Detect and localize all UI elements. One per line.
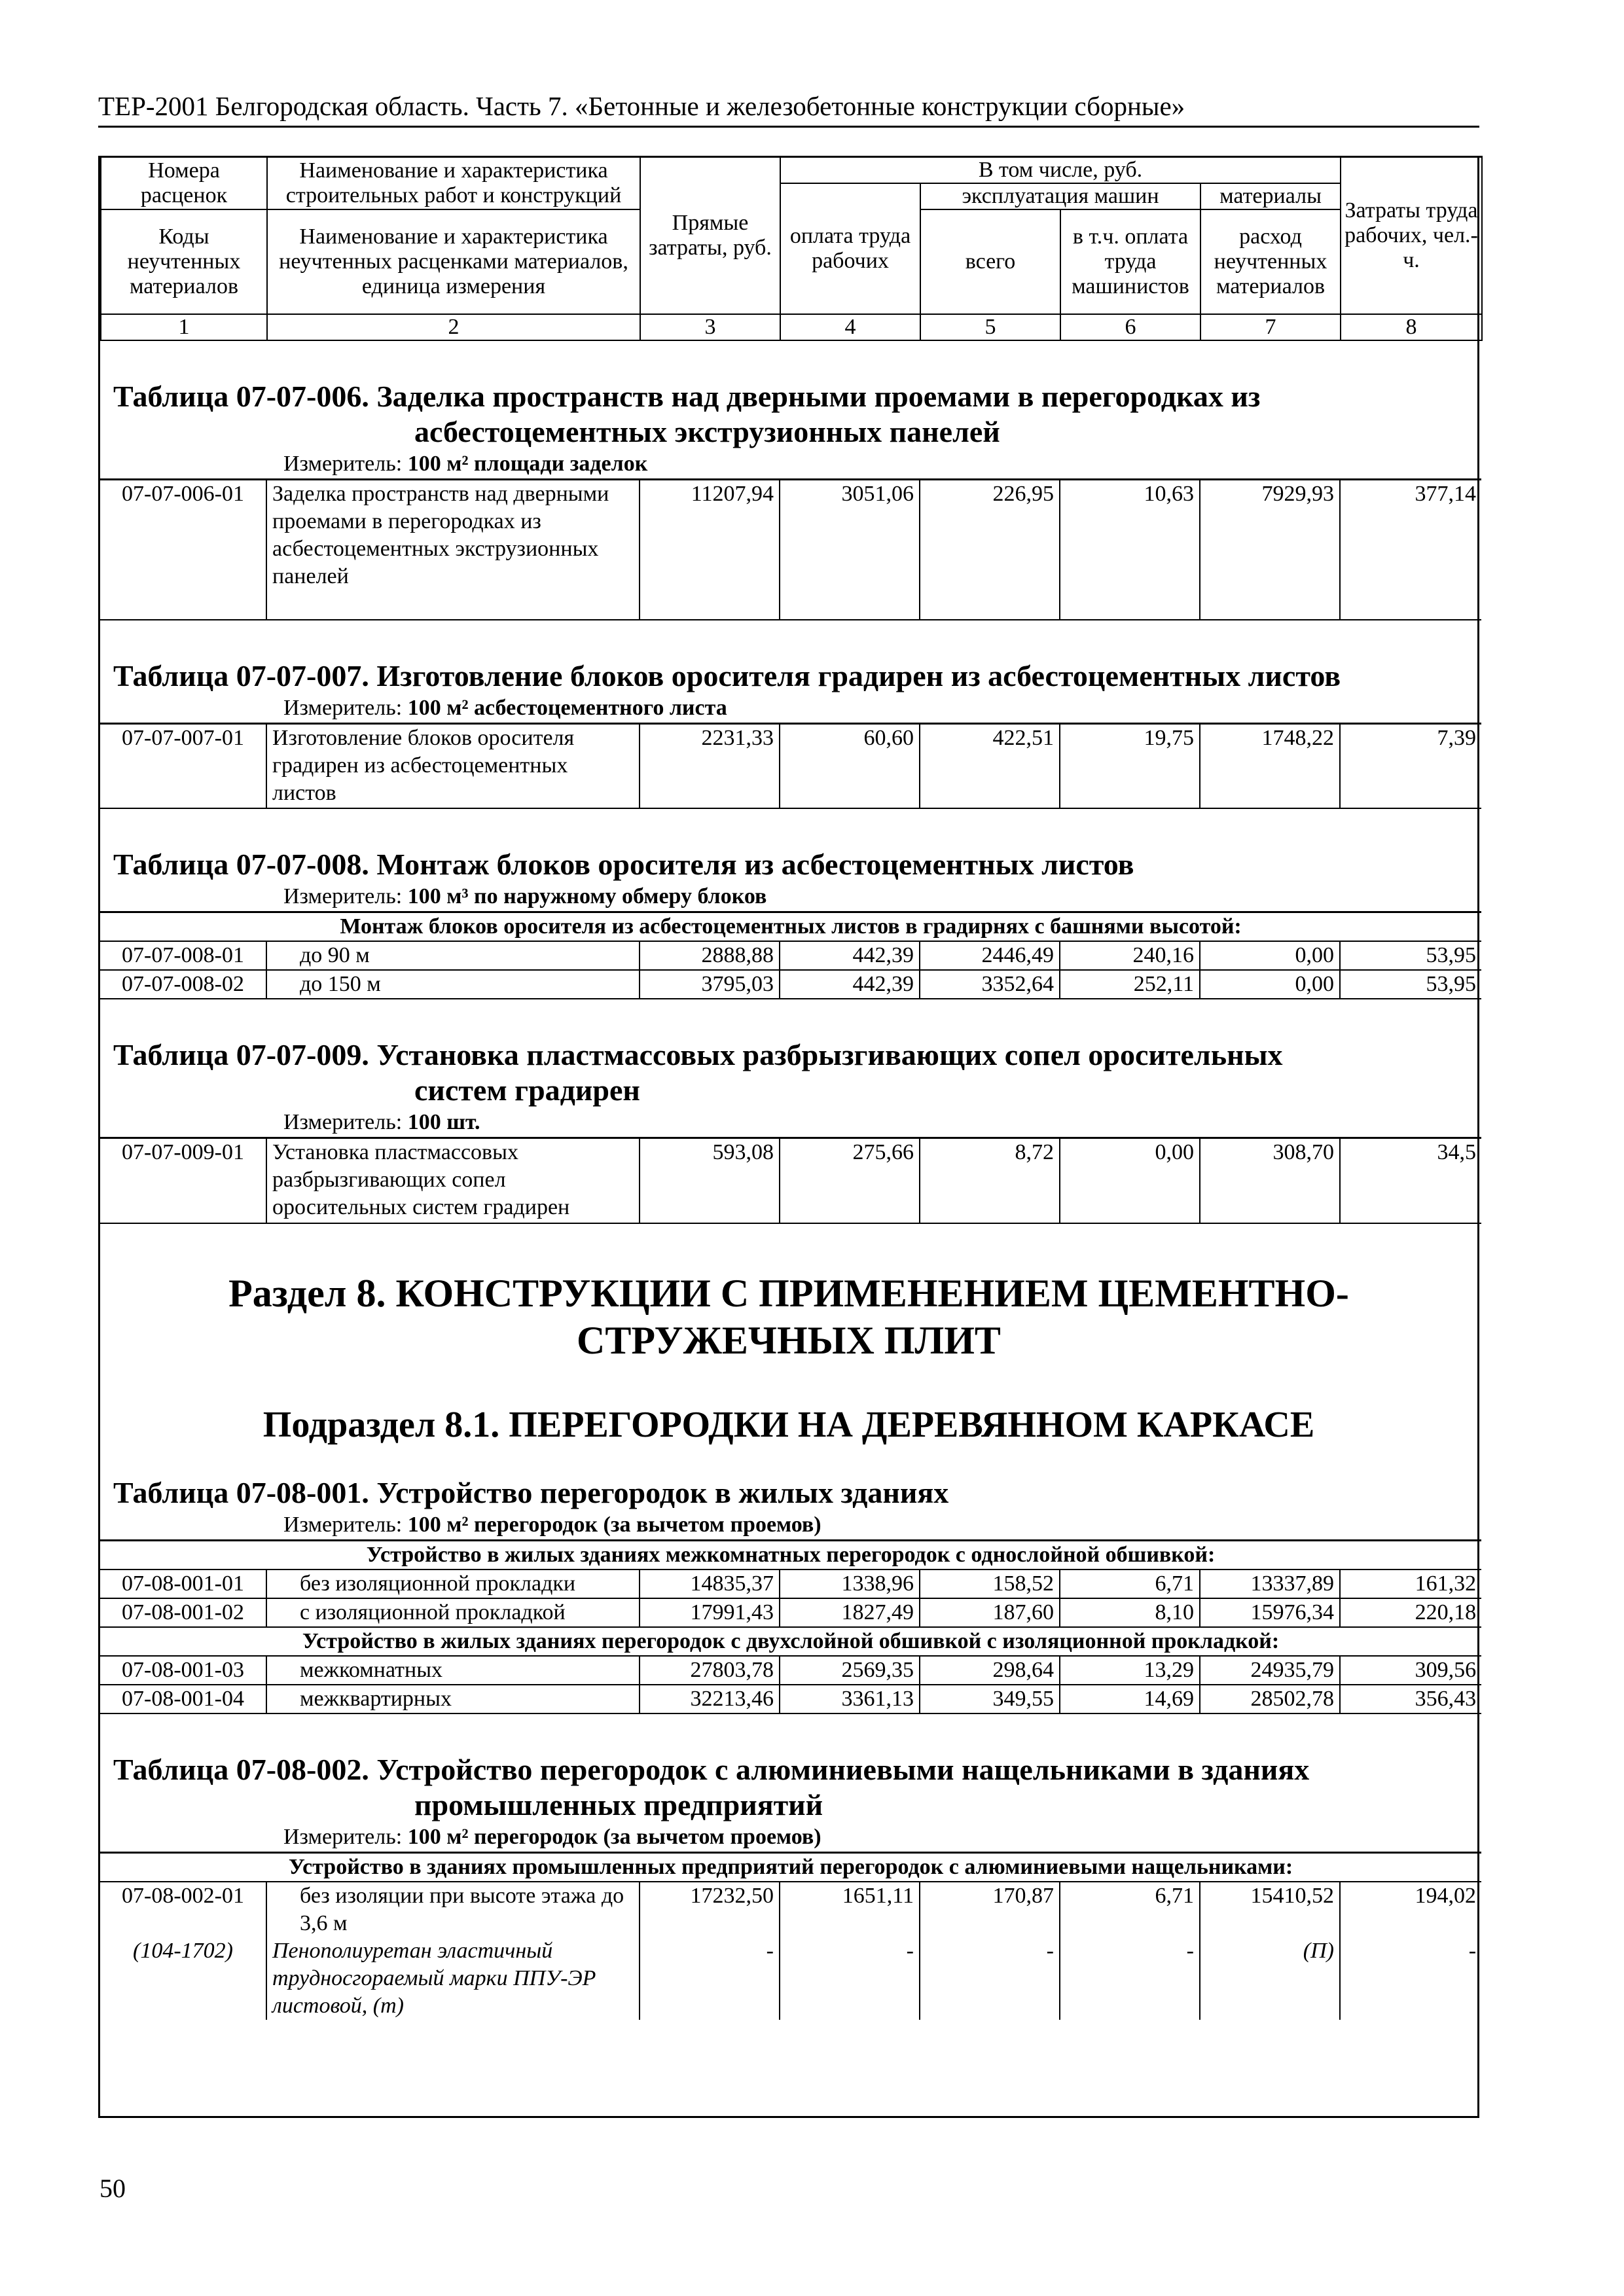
- rate-name: межквартирных: [266, 1685, 640, 1713]
- table-title-07-07-007: Таблица 07-07-007. Изготовление блоков оросителя градирен из асбестоцементных листов: [113, 658, 1341, 692]
- materials: 28502,78: [1200, 1685, 1340, 1713]
- rates-table-07-07-009: [100, 1137, 1481, 1224]
- rate-name: до 90 м: [266, 941, 640, 970]
- rates-table-07-07-007: [100, 723, 1481, 810]
- table-row: [100, 723, 1481, 808]
- machines-total: 349,55: [920, 1685, 1060, 1713]
- header-machinist-pay: в т.ч. оплата труда машинистов: [1060, 209, 1200, 314]
- page-header: ТЕР-2001 Белгородская область. Часть 7. «Бетонные и железобетонные конструкции сборные»: [98, 86, 1479, 128]
- col-num: 1: [101, 314, 267, 340]
- worker-pay: 442,39: [780, 970, 920, 999]
- column-numbers-row: [101, 314, 1482, 340]
- machines-total: 226,95: [920, 480, 1060, 620]
- worker-pay: 3051,06: [780, 480, 920, 620]
- labor-hours: 34,5: [1340, 1138, 1481, 1223]
- rate-code: 07-07-009-01: [100, 1138, 266, 1223]
- header-worker-pay: оплата труда рабочих: [780, 183, 920, 314]
- machines-total: 3352,64: [920, 970, 1060, 999]
- direct-costs: 11207,94: [640, 480, 780, 620]
- header-including: В том числе, руб.: [780, 157, 1341, 184]
- material-row: [100, 1937, 1481, 2020]
- machinist-pay: 8,10: [1060, 1598, 1200, 1627]
- measure-07-07-009: Измеритель: 100 шт.: [283, 1110, 480, 1134]
- table-row: [100, 1656, 1481, 1685]
- materials: 24935,79: [1200, 1656, 1340, 1685]
- table-title-07-08-002: Таблица 07-08-002. Устройство перегородок с алюминиевыми нащельниками в зданиях промышленных предприятий: [113, 1752, 1310, 1821]
- labor-hours: 53,95: [1340, 941, 1481, 970]
- rate-code: 07-07-008-01: [100, 941, 266, 970]
- group-subheader: Монтаж блоков оросителя из асбестоцементных листов в градирнях с башнями высотой:: [100, 912, 1481, 942]
- column-header-table: [100, 156, 1483, 341]
- header-direct-costs: Прямые затраты, руб.: [640, 157, 780, 315]
- rate-name: без изоляционной прокладки: [266, 1570, 640, 1598]
- measure-07-07-008: Измеритель: 100 м³ по наружному обмеру блоков: [283, 884, 767, 908]
- machinist-pay: 6,71: [1060, 1570, 1200, 1598]
- materials: 13337,89: [1200, 1570, 1340, 1598]
- machines-total: 187,60: [920, 1598, 1060, 1627]
- table-row: [100, 970, 1481, 999]
- materials: 0,00: [1200, 941, 1340, 970]
- table-row: [100, 1598, 1481, 1627]
- header-rate-numbers: Номера расценок: [101, 157, 267, 210]
- table-title-07-08-001: Таблица 07-08-001. Устройство перегородок в жилых зданиях: [113, 1475, 949, 1509]
- header-machines: эксплуатация машин: [920, 183, 1200, 209]
- rates-table-07-08-002: [100, 1852, 1481, 2020]
- rate-name: Заделка пространств над дверными проемами в перегородках из асбестоцементных экструзионных панелей: [266, 480, 640, 620]
- table-subheader: [100, 912, 1481, 942]
- rate-code: 07-07-008-02: [100, 970, 266, 999]
- measure-07-08-002: Измеритель: 100 м² перегородок (за вычетом проемов): [283, 1824, 821, 1849]
- machinist-pay: 240,16: [1060, 941, 1200, 970]
- table-title-07-07-006: Таблица 07-07-006. Заделка пространств над дверными проемами в перегородках из асбестоцементных экструзионных панелей: [113, 380, 1261, 448]
- machinist-pay: 252,11: [1060, 970, 1200, 999]
- direct-costs: 2231,33: [640, 723, 780, 808]
- materials: 15976,34: [1200, 1598, 1340, 1627]
- rate-code: 07-07-007-01: [100, 723, 266, 808]
- machinist-pay: -: [1060, 1937, 1200, 2020]
- col-num: 6: [1060, 314, 1200, 340]
- direct-costs: 3795,03: [640, 970, 780, 999]
- subsection-heading: Подраздел 8.1. ПЕРЕГОРОДКИ НА ДЕРЕВЯННОМ КАРКАСЕ: [262, 1404, 1315, 1445]
- group-subheader: Устройство в жилых зданиях межкомнатных перегородок с однослойной обшивкой:: [100, 1540, 1481, 1570]
- materials: 0,00: [1200, 970, 1340, 999]
- rate-code: 07-08-001-03: [100, 1656, 266, 1685]
- table-subheader: [100, 1852, 1481, 1882]
- table-title-07-07-009: Таблица 07-07-009. Установка пластмассовых разбрызгивающих сопел оросительных систем градирен: [113, 1038, 1283, 1107]
- measure-07-07-007: Измеритель: 100 м² асбестоцементного листа: [283, 695, 727, 720]
- header-material-consumption: расход неучтенных материалов: [1200, 209, 1341, 314]
- machines-total: 170,87: [920, 1882, 1060, 1937]
- rate-name: Установка пластмассовых разбрызгивающих сопел оросительных систем градирен: [266, 1138, 640, 1223]
- machines-total: 298,64: [920, 1656, 1060, 1685]
- machines-total: 8,72: [920, 1138, 1060, 1223]
- materials: 1748,22: [1200, 723, 1340, 808]
- table-row: [100, 1138, 1481, 1223]
- machinist-pay: 13,29: [1060, 1656, 1200, 1685]
- rate-code: 07-08-001-02: [100, 1598, 266, 1627]
- rate-name: без изоляции при высоте этажа до 3,6 м: [266, 1882, 640, 1937]
- labor-hours: 7,39: [1340, 723, 1481, 808]
- material-code: (104-1702): [100, 1937, 266, 2020]
- machines-total: 158,52: [920, 1570, 1060, 1598]
- table-row: [100, 941, 1481, 970]
- materials: 15410,52: [1200, 1882, 1340, 1937]
- page-number: 50: [99, 2174, 126, 2203]
- table-subheader: [100, 1540, 1481, 1570]
- header-machines-total: всего: [920, 209, 1060, 314]
- worker-pay: 442,39: [780, 941, 920, 970]
- materials: 7929,93: [1200, 480, 1340, 620]
- direct-costs: 593,08: [640, 1138, 780, 1223]
- labor-hours: 356,43: [1340, 1685, 1481, 1713]
- col-num: 7: [1200, 314, 1341, 340]
- header-material-names: Наименование и характеристика неучтенных расценками материалов, единица измерения: [267, 209, 640, 314]
- group-subheader: Устройство в зданиях промышленных предприятий перегородок с алюминиевыми нащельниками:: [100, 1852, 1481, 1882]
- table-title-07-07-008: Таблица 07-07-008. Монтаж блоков оросителя из асбестоцементных листов: [113, 848, 1134, 881]
- rate-name: до 150 м: [266, 970, 640, 999]
- labor-hours: 161,32: [1340, 1570, 1481, 1598]
- direct-costs: -: [640, 1937, 780, 2020]
- col-num: 3: [640, 314, 780, 340]
- rate-name: межкомнатных: [266, 1656, 640, 1685]
- labor-hours: 220,18: [1340, 1598, 1481, 1627]
- header-material-codes: Коды неучтенных материалов: [101, 209, 267, 314]
- measure-07-07-006: Измеритель: 100 м² площади заделок: [283, 452, 648, 476]
- col-num: 5: [920, 314, 1060, 340]
- direct-costs: 14835,37: [640, 1570, 780, 1598]
- machinist-pay: 10,63: [1060, 480, 1200, 620]
- table-row: [100, 480, 1481, 620]
- header-work-name: Наименование и характеристика строительных работ и конструкций: [267, 157, 640, 210]
- group-subheader: Устройство в жилых зданиях перегородок с двухслойной обшивкой с изоляционной прокладкой:: [100, 1627, 1481, 1656]
- rate-code: 07-08-002-01: [100, 1882, 266, 1937]
- col-num: 8: [1341, 314, 1482, 340]
- worker-pay: -: [780, 1937, 920, 2020]
- rate-code: 07-08-001-01: [100, 1570, 266, 1598]
- col-num: 4: [780, 314, 920, 340]
- direct-costs: 27803,78: [640, 1656, 780, 1685]
- machinist-pay: 14,69: [1060, 1685, 1200, 1713]
- worker-pay: 3361,13: [780, 1685, 920, 1713]
- table-subheader: [100, 1627, 1481, 1656]
- section-heading: Раздел 8. КОНСТРУКЦИИ С ПРИМЕНЕНИЕМ ЦЕМЕНТНО- СТРУЖЕЧНЫХ ПЛИТ: [228, 1271, 1349, 1362]
- rates-table-07-08-001: [100, 1539, 1481, 1714]
- measure-07-08-001: Измеритель: 100 м² перегородок (за вычетом проемов): [283, 1512, 821, 1537]
- labor-hours: 309,56: [1340, 1656, 1481, 1685]
- direct-costs: 17991,43: [640, 1598, 780, 1627]
- worker-pay: 2569,35: [780, 1656, 920, 1685]
- rates-table-07-07-006: [100, 478, 1481, 620]
- labor-hours: 194,02: [1340, 1882, 1481, 1937]
- worker-pay: 1827,49: [780, 1598, 920, 1627]
- machinist-pay: 0,00: [1060, 1138, 1200, 1223]
- header-materials: материалы: [1200, 183, 1341, 209]
- machines-total: -: [920, 1937, 1060, 2020]
- direct-costs: 17232,50: [640, 1882, 780, 1937]
- machines-total: 2446,49: [920, 941, 1060, 970]
- rate-name: Изготовление блоков оросителя градирен из асбестоцементных листов: [266, 723, 640, 808]
- material-name: Пенополиуретан эластичный трудносгораемый марки ППУ-ЭР листовой, (т): [266, 1937, 640, 2020]
- table-row: [100, 1882, 1481, 1937]
- worker-pay: 60,60: [780, 723, 920, 808]
- labor-hours: 53,95: [1340, 970, 1481, 999]
- labor-hours: 377,14: [1340, 480, 1481, 620]
- worker-pay: 1338,96: [780, 1570, 920, 1598]
- rate-code: 07-07-006-01: [100, 480, 266, 620]
- worker-pay: 275,66: [780, 1138, 920, 1223]
- labor-hours: -: [1340, 1937, 1481, 2020]
- header-labor-hours: Затраты труда рабочих, чел.-ч.: [1341, 157, 1482, 315]
- rate-code: 07-08-001-04: [100, 1685, 266, 1713]
- worker-pay: 1651,11: [780, 1882, 920, 1937]
- direct-costs: 2888,88: [640, 941, 780, 970]
- materials: 308,70: [1200, 1138, 1340, 1223]
- table-row: [100, 1570, 1481, 1598]
- machinist-pay: 19,75: [1060, 723, 1200, 808]
- materials: (П): [1200, 1937, 1340, 2020]
- rate-name: с изоляционной прокладкой: [266, 1598, 640, 1627]
- rates-sheet: [98, 156, 1479, 2118]
- table-row: [100, 1685, 1481, 1713]
- col-num: 2: [267, 314, 640, 340]
- direct-costs: 32213,46: [640, 1685, 780, 1713]
- rates-table-07-07-008: [100, 911, 1481, 999]
- machinist-pay: 6,71: [1060, 1882, 1200, 1937]
- machines-total: 422,51: [920, 723, 1060, 808]
